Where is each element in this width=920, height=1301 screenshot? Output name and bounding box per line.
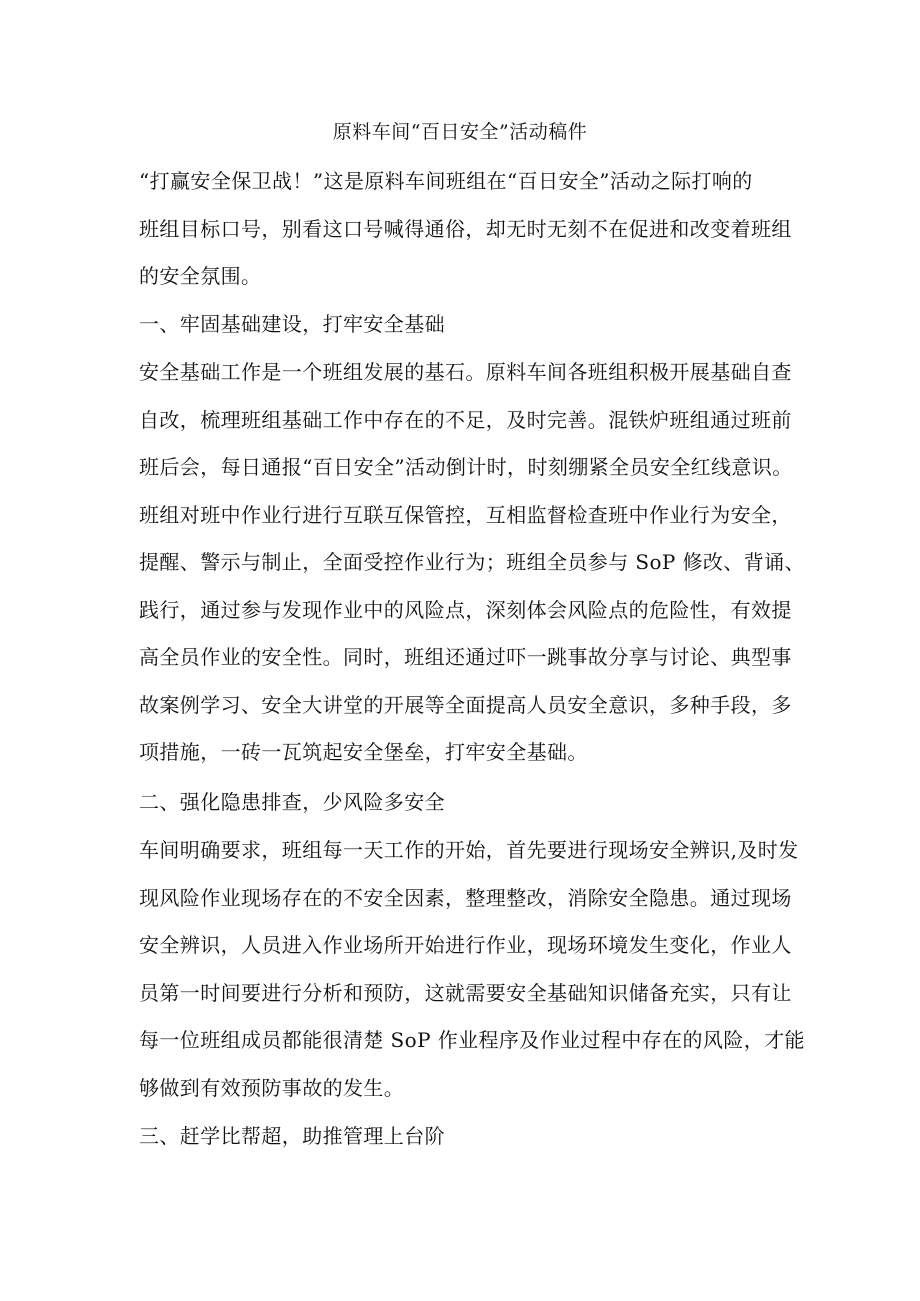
paragraph-line: 安全辨识，人员进入作业场所开始进行作业，现场环境发生变化，作业人 bbox=[139, 933, 792, 957]
paragraph-line: 故案例学习、安全大讲堂的开展等全面提高人员安全意识，多种手段，多 bbox=[139, 692, 792, 717]
paragraph-line: 项措施，一砖一瓦筑起安全堡垒，打牢安全基础。 bbox=[139, 740, 588, 764]
section-1-heading: 一、牢固基础建设，打牢安全基础 bbox=[139, 312, 445, 336]
section-1-paragraph bbox=[139, 349, 805, 777]
document-title: 原料车间“百日安全”活动稿件 bbox=[332, 121, 588, 143]
section-3-heading: 三、赶学比帮超，助推管理上台阶 bbox=[139, 1124, 445, 1148]
paragraph-line: 践行，通过参与发现作业中的风险点，深刻体会风险点的危险性，有效提 bbox=[139, 597, 792, 622]
intro-line: 班组目标口号，别看这口号喊得通俗，却无时无刻不在促进和改变着班组 bbox=[139, 216, 792, 241]
intro-paragraph bbox=[139, 158, 799, 301]
section-2-heading: 二、强化隐患排查，少风险多安全 bbox=[139, 790, 445, 814]
paragraph-line: 员第一时间要进行分析和预防，这就需要安全基础知识储备充实，只有让 bbox=[139, 980, 792, 1005]
paragraph-line: 班组对班中作业行进行互联互保管控，互相监督检查班中作业行为安全， bbox=[139, 502, 792, 527]
intro-line: “打赢安全保卫战！”这是原料车间班组在“百日安全”活动之际打响的 bbox=[139, 169, 753, 193]
section-2-paragraph bbox=[139, 827, 805, 1112]
paragraph-line: 提醒、警示与制止，全面受控作业行为；班组全员参与 SoP 修改、背诵、 bbox=[139, 550, 805, 574]
paragraph-line: 高全员作业的安全性。同时，班组还通过吓一跳事故分享与讨论、典型事 bbox=[139, 645, 792, 669]
paragraph-line: 够做到有效预防事故的发生。 bbox=[139, 1075, 405, 1100]
paragraph-line: 安全基础工作是一个班组发展的基石。原料车间各班组积极开展基础自查 bbox=[139, 360, 792, 384]
paragraph-line: 每一位班组成员都能很清楚 SoP 作业程序及作业过程中存在的风险，才能 bbox=[139, 1028, 805, 1052]
intro-line: 的安全氛围。 bbox=[139, 264, 262, 288]
paragraph-line: 班后会，每日通报“百日安全”活动倒计时，时刻绷紧全员安全红线意识。 bbox=[139, 455, 793, 479]
paragraph-line: 自改，梳理班组基础工作中存在的不足，及时完善。混铁炉班组通过班前 bbox=[139, 407, 792, 432]
paragraph-line: 现风险作业现场存在的不安全因素，整理整改，消除安全隐患。通过现场 bbox=[139, 885, 792, 910]
paragraph-line: 车间明确要求，班组每一天工作的开始，首先要进行现场安全辨识,及时发 bbox=[139, 838, 799, 862]
